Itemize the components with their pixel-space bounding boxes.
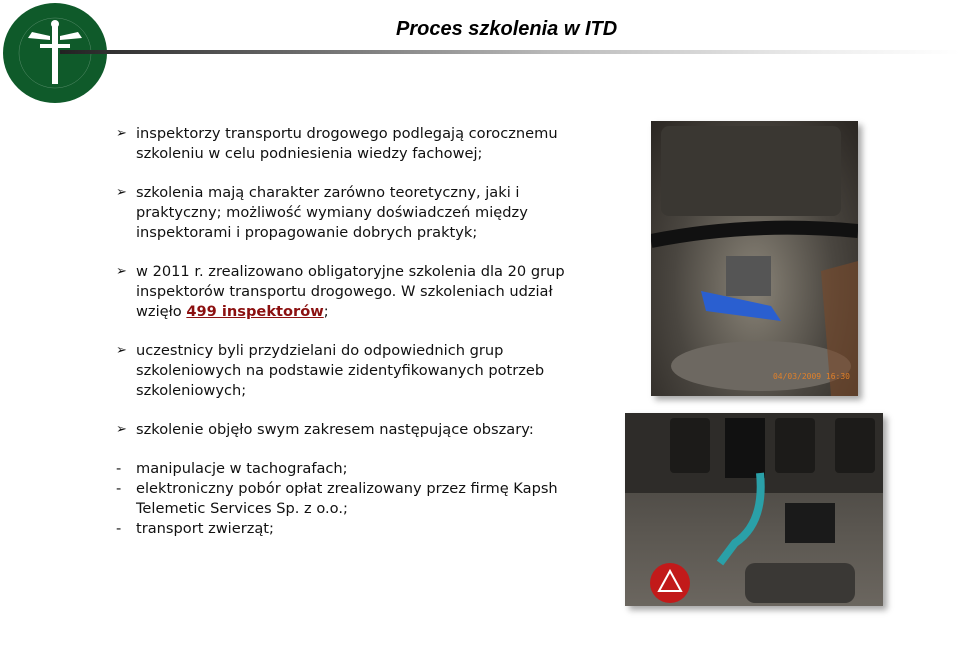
dashboard-illustration <box>625 413 883 606</box>
item-text: elektroniczny pobór opłat zrealizowany przez firmę Kapsh Telemetic Services Sp. z o.o.; <box>136 480 558 517</box>
page-title: Proces szkolenia w ITD <box>396 18 618 40</box>
dashboard-wiring-photo <box>625 413 883 606</box>
item-text: szkolenie objęło swym zakresem następujące obszary: <box>136 421 534 438</box>
dash-marker: - <box>116 520 122 537</box>
bullet-list <box>116 124 586 539</box>
item-text: szkolenia mają charakter zarówno teoretyczny, jaki i praktyczny; możliwość wymiany doświadczeń między inspektorami i propagowanie dobrych praktyk; <box>136 184 528 241</box>
dash-item <box>116 459 586 479</box>
arrow-bullet-icon: ➢ <box>116 185 127 200</box>
arrow-bullet-icon: ➢ <box>116 264 127 279</box>
arrow-bullet-icon: ➢ <box>116 343 127 358</box>
item-text: ; <box>323 303 329 320</box>
item-text: transport zwierząt; <box>136 520 274 537</box>
highlight-count: 499 inspektorów <box>186 303 324 320</box>
dash-marker: - <box>116 460 122 477</box>
list-item <box>116 420 586 440</box>
tachograph-engine-photo <box>651 121 858 396</box>
photo-timestamp: 04/03/2009 16:30 <box>772 372 850 381</box>
item-text: inspektorzy transportu drogowego podlegają corocznemu szkoleniu w celu podniesienia wiedzy fachowej; <box>136 125 558 162</box>
list-item <box>116 341 586 401</box>
arrow-bullet-icon: ➢ <box>116 422 127 437</box>
item-text: uczestnicy byli przydzielani do odpowiednich grup szkoleniowych na podstawie zidentyfikowanych potrzeb szkoleniowych; <box>136 342 545 399</box>
dash-item <box>116 519 586 539</box>
list-item <box>116 262 586 322</box>
list-item <box>116 183 586 243</box>
dash-item <box>116 479 586 519</box>
list-item <box>116 124 586 164</box>
engine-illustration <box>651 121 858 396</box>
arrow-bullet-icon: ➢ <box>116 126 127 141</box>
item-text: w 2011 r. zrealizowano obligatoryjne szkolenia dla 20 grup inspektorów transportu drogowego. W szkoleniach udział wzięło <box>136 263 565 320</box>
item-text: manipulacje w tachografach; <box>136 460 348 477</box>
dash-marker: - <box>116 480 122 497</box>
title-divider <box>60 50 960 54</box>
